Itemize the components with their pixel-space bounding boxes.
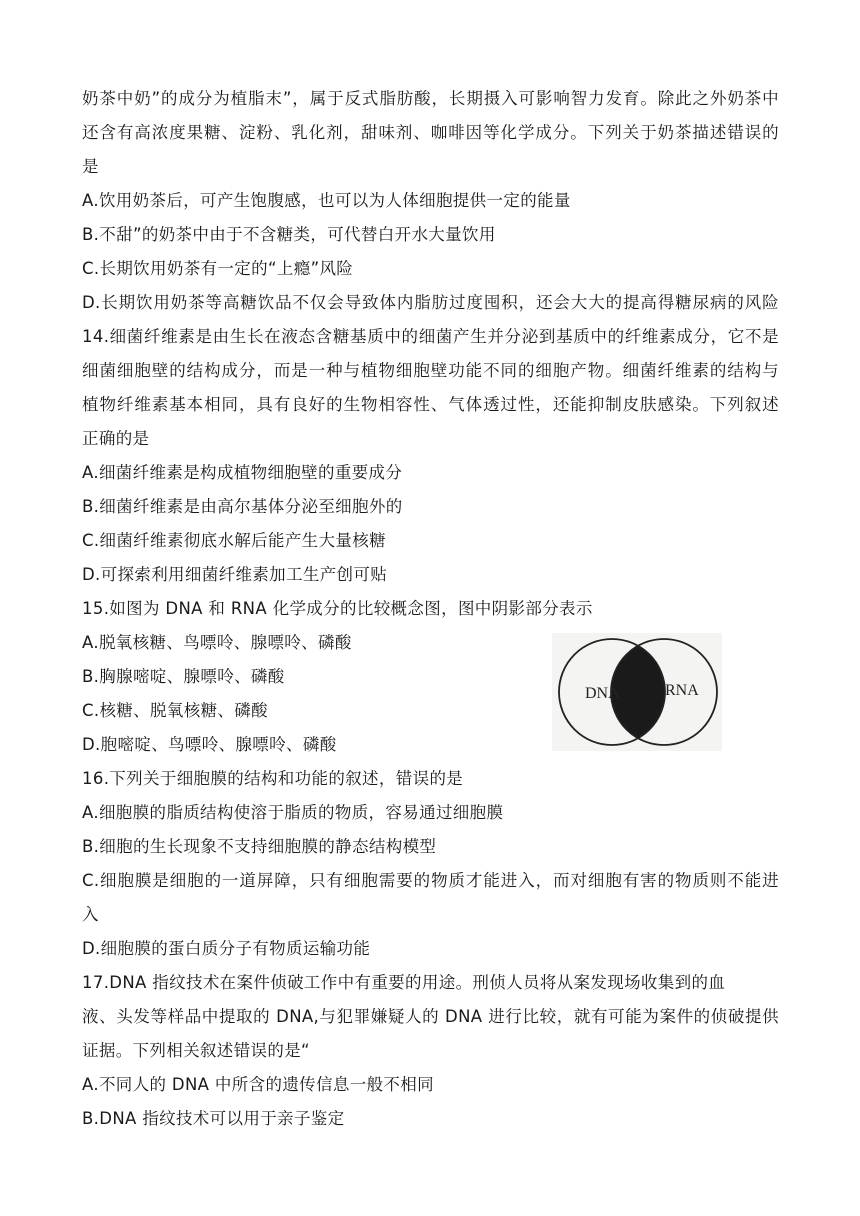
text-line: 是: [82, 157, 99, 176]
text-line: 奶茶中奶”的成分为植脂末”，属于反式脂肪酸，长期摄入可影响智力发育。除此之外奶茶中: [82, 89, 779, 108]
option-d: D.可探索利用细菌纤维素加工生产创可贴: [82, 565, 388, 584]
option-b: B.DNA 指纹技术可以用于亲子鉴定: [82, 1109, 345, 1128]
option-a: A.不同人的 DNA 中所含的遗传信息一般不相同: [82, 1075, 434, 1094]
option-c: C.细菌纤维素彻底水解后能产生大量核糖: [82, 531, 386, 550]
text-line: 植物纤维素基本相同，具有良好的生物相容性、气体透过性，还能抑制皮肤感染。下列叙述: [82, 395, 779, 414]
rna-label: RNA: [665, 682, 699, 699]
question-16: 16.下列关于细胞膜的结构和功能的叙述，错误的是: [82, 769, 464, 788]
option-a: A.脱氧核糖、鸟嘌呤、腺嘌呤、磷酸: [82, 633, 352, 652]
question-17: 17.DNA 指纹技术在案件侦破工作中有重要的用途。刑侦人员将从案发现场收集到的血: [82, 973, 726, 992]
option-a: A.细胞膜的脂质结构使溶于脂质的物质，容易通过细胞膜: [82, 803, 504, 822]
option-c: C.核糖、脱氧核糖、磷酸: [82, 701, 268, 720]
option-b: B.细胞的生长现象不支持细胞膜的静态结构模型: [82, 837, 437, 856]
option-b: B.不甜”的奶茶中由于不含糖类，可代替白开水大量饮用: [82, 225, 496, 244]
option-d: D.长期饮用奶茶等高糖饮品不仅会导致体内脂肪过度囤积，还会大大的提高得糖尿病的风险: [82, 293, 779, 312]
option-d: D.细胞膜的蛋白质分子有物质运输功能: [82, 939, 371, 958]
option-c: C.细胞膜是细胞的一道屏障，只有细胞需要的物质才能进入，而对细胞有害的物质则不能进: [82, 871, 779, 890]
text-line: 还含有高浓度果糖、淀粉、乳化剂，甜味剂、咖啡因等化学成分。下列关于奶茶描述错误的: [82, 123, 779, 142]
venn-diagram: [552, 633, 722, 751]
question-14: 14.细菌纤维素是由生长在液态含糖基质中的细菌产生并分泌到基质中的纤维素成分，它不是: [82, 327, 779, 346]
option-b: B.细菌纤维素是由高尔基体分泌至细胞外的: [82, 497, 403, 516]
option-d: D.胞嘧啶、鸟嘌呤、腺嘌呤、磷酸: [82, 735, 337, 754]
option-b: B.胸腺嘧啶、腺嘌呤、磷酸: [82, 667, 285, 686]
text-line: 正确的是: [82, 429, 150, 448]
text-line: 液、头发等样品中提取的 DNA,与犯罪嫌疑人的 DNA 进行比较，就有可能为案件的侦破提供: [82, 1007, 779, 1026]
option-a: A.饮用奶茶后，可产生饱腹感，也可以为人体细胞提供一定的能量: [82, 191, 571, 210]
option-a: A.细菌纤维素是构成植物细胞壁的重要成分: [82, 463, 403, 482]
text-line: 入: [82, 905, 99, 924]
dna-label: DNA: [585, 685, 620, 702]
text-line: 证据。下列相关叙述错误的是“: [82, 1041, 310, 1060]
text-line: 细菌细胞壁的结构成分，而是一种与植物细胞壁功能不同的细胞产物。细菌纤维素的结构与: [82, 361, 779, 380]
option-c: C.长期饮用奶茶有一定的“上瘾”风险: [82, 259, 354, 278]
question-15: 15.如图为 DNA 和 RNA 化学成分的比较概念图，图中阴影部分表示: [82, 599, 593, 618]
